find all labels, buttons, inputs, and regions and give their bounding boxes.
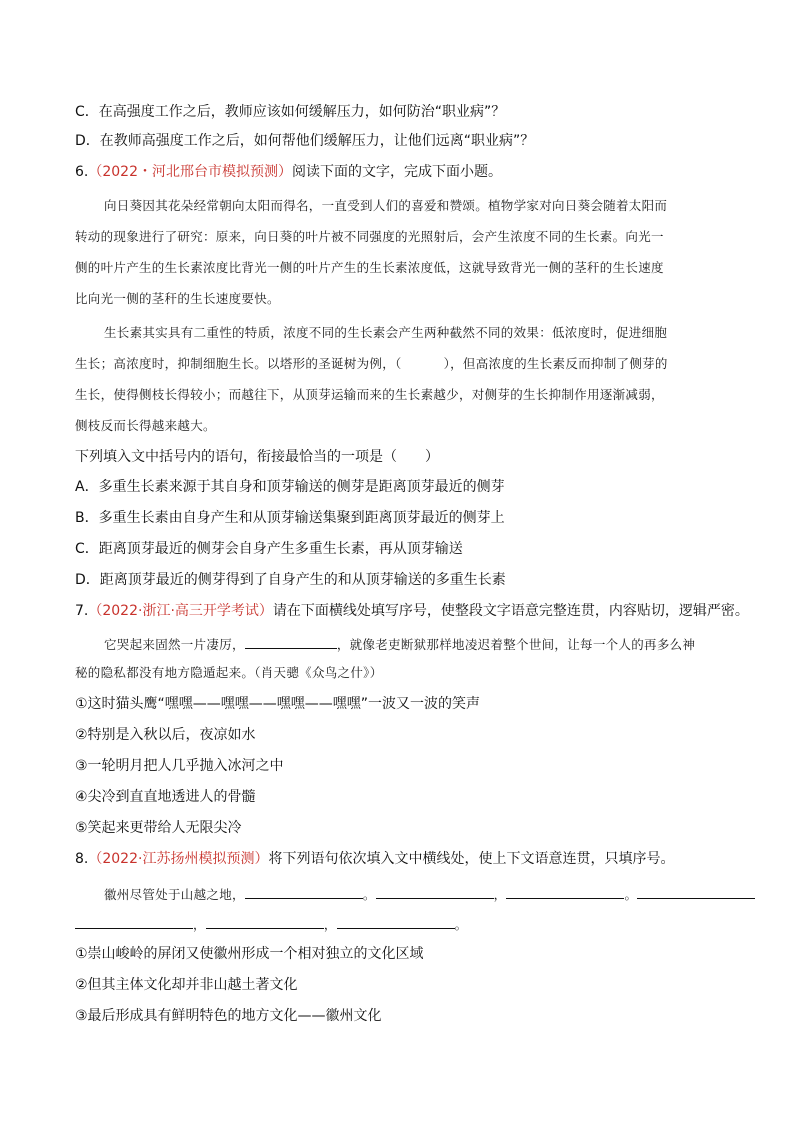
question-number: 8. bbox=[75, 851, 89, 867]
q6-header bbox=[75, 163, 502, 181]
fill-blank[interactable] bbox=[337, 914, 455, 929]
q7-header bbox=[75, 602, 749, 620]
q6-option-c[interactable]: C．距离顶芽最近的侧芽会自身产生多重生长素，再从顶芽输送 bbox=[75, 541, 463, 557]
q6-option-a[interactable]: A．多重生长素来源于其自身和顶芽输送的侧芽是距离顶芽最近的侧芽 bbox=[75, 479, 505, 495]
passage-text: 它哭起来固然一片凄厉， bbox=[104, 637, 245, 652]
question-source: （2022·浙江·高三开学考试） bbox=[88, 603, 273, 619]
passage-line bbox=[75, 355, 668, 373]
question-intro: 阅读下面的文字，完成下面小题。 bbox=[292, 164, 502, 180]
q6-option-d[interactable]: D．距离顶芽最近的侧芽得到了自身产生的和从顶芽输送的多重生长素 bbox=[75, 572, 506, 588]
fill-blank[interactable] bbox=[506, 884, 624, 899]
q6-option-b[interactable]: B．多重生长素由自身产生和从顶芽输送集聚到距离顶芽最近的侧芽上 bbox=[75, 510, 505, 526]
passage-line: 秘的隐私都没有地方隐遁起来。（肖天骢《众鸟之什》） bbox=[75, 665, 383, 680]
fill-blank[interactable] bbox=[376, 884, 494, 899]
passage-line: 比向光一侧的茎秆的生长速度要快。 bbox=[75, 291, 280, 306]
q8-item: ②但其主体文化却并非山越土著文化 bbox=[75, 977, 298, 993]
passage-text: 生长；高浓度时，抑制细胞生长。以塔形的圣诞树为例，（ bbox=[75, 356, 402, 371]
passage-line bbox=[104, 634, 695, 654]
fill-blank[interactable] bbox=[637, 884, 755, 899]
question-number: 7. bbox=[75, 603, 89, 619]
passage-line: 侧枝反而长得越来越大。 bbox=[75, 418, 216, 433]
fill-blank[interactable] bbox=[245, 634, 337, 649]
passage-line: 侧的叶片产生的生长素浓度比背光一侧的叶片产生的生长素浓度低，这就导致背光一侧的茎秆的生长速度 bbox=[75, 260, 664, 275]
q5-option-d[interactable]: D．在教师高强度工作之后，如何帮他们缓解压力，让他们远离“职业病”？ bbox=[75, 133, 535, 149]
passage-line: 转动的现象进行了研究：原来，向日葵的叶片被不同强度的光照射后，会产生浓度不同的生长素。向光一 bbox=[75, 229, 664, 244]
punctuation: ， bbox=[323, 917, 337, 932]
question-source: （2022·江苏扬州模拟预测） bbox=[88, 851, 269, 867]
passage-line: 向日葵因其花朵经常朝向太阳而得名，一直受到人们的喜爱和赞颂。植物学家对向日葵会随着太阳而 bbox=[104, 198, 668, 213]
q7-item: ③一轮明月把人几乎抛入冰河之中 bbox=[75, 758, 284, 774]
passage-line: 生长素其实具有二重性的特质，浓度不同的生长素会产生两种截然不同的效果：低浓度时，促进细胞 bbox=[104, 325, 668, 340]
fill-blank[interactable] bbox=[206, 914, 324, 929]
fill-blank[interactable] bbox=[245, 884, 363, 899]
q6-stem: 下列填入文中括号内的语句，衔接最恰当的一项是（ ） bbox=[75, 449, 439, 465]
punctuation: ， bbox=[493, 887, 507, 902]
q7-item: ④尖冷到直直地透进人的骨髓 bbox=[75, 789, 256, 805]
punctuation: 。 bbox=[454, 917, 468, 932]
passage-line bbox=[75, 914, 467, 934]
q8-item: ①崇山峻岭的屏闭又使徽州形成一个相对独立的文化区域 bbox=[75, 946, 424, 962]
question-number: 6. bbox=[75, 164, 89, 180]
question-intro: 将下列语句依次填入文中横线处，使上下文语意连贯，只填序号。 bbox=[268, 851, 675, 867]
q8-header bbox=[75, 850, 674, 868]
passage-text: ），但高浓度的生长素反而抑制了侧芽的 bbox=[443, 356, 668, 371]
punctuation: ， bbox=[193, 917, 206, 932]
q7-item: ②特别是入秋以后，夜凉如水 bbox=[75, 727, 256, 743]
question-intro: 请在下面横线处填写序号，使整段文字语意完整连贯，内容贴切，逻辑严密。 bbox=[272, 603, 749, 619]
q7-item: ①这时猫头鹰“嘿嘿——嘿嘿——嘿嘿——嘿嘿”一波又一波的笑声 bbox=[75, 696, 481, 712]
punctuation: 。 bbox=[624, 887, 638, 902]
fill-blank[interactable] bbox=[75, 914, 193, 929]
passage-text: 徽州尽管处于山越之地， bbox=[104, 887, 245, 902]
passage-line: 生长，使得侧枝长得较小；而越往下，从顶芽运输而来的生长素越少，对侧芽的生长抑制作用逐渐减弱， bbox=[75, 387, 664, 402]
punctuation: 。 bbox=[362, 887, 376, 902]
q8-item: ③最后形成具有鲜明特色的地方文化——徽州文化 bbox=[75, 1008, 382, 1024]
q5-option-c[interactable]: C．在高强度工作之后，教师应该如何缓解压力，如何防治“职业病”？ bbox=[75, 104, 506, 120]
question-source: （2022・河北邢台市模拟预测） bbox=[88, 164, 292, 180]
q7-item: ⑤笑起来更带给人无限尖冷 bbox=[75, 820, 242, 836]
passage-line bbox=[104, 884, 755, 904]
passage-text: ，就像老吏断狱那样地凌迟着整个世间，让每一个人的再多么神 bbox=[336, 637, 696, 652]
